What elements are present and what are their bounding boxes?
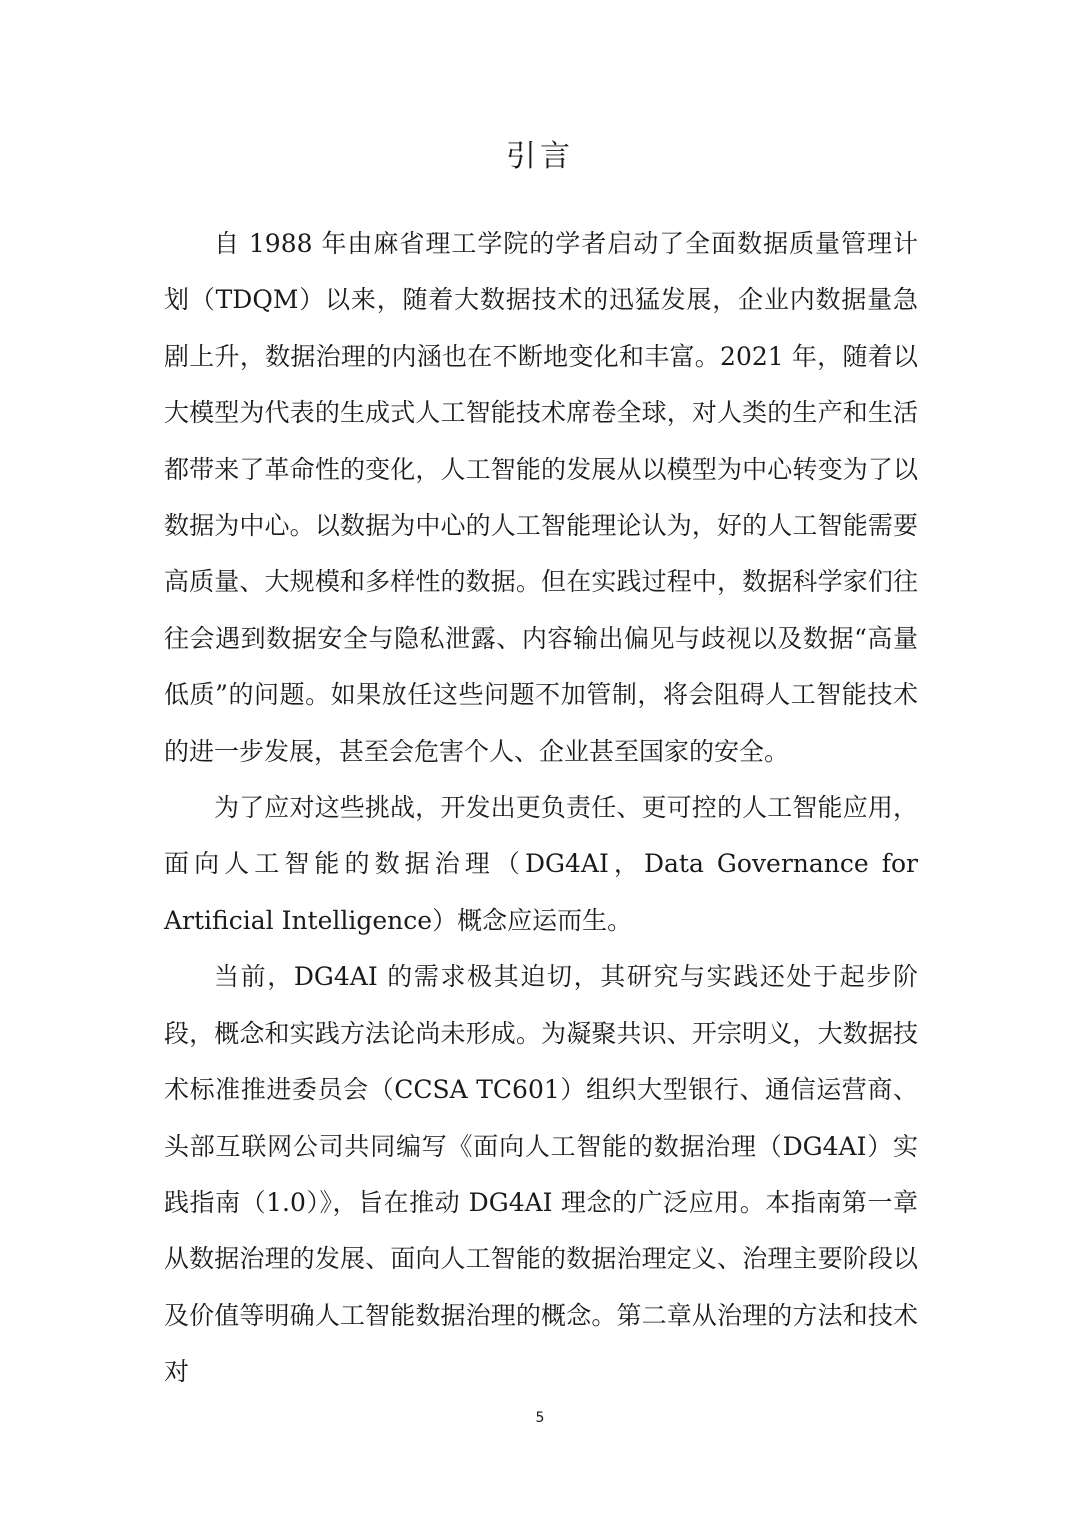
page-number: 5	[535, 1410, 545, 1426]
paragraph-3: 当前，DG4AI 的需求极其迫切，其研究与实践还处于起步阶段，概念和实践方法论尚未形成。为凝聚共识、开宗明义，大数据技术标准推进委员会（CCSA TC601）组织大型银行、通信运营商、头部互联网公司共同编写《面向人工智能的数据治理（DG4AI）实践指南（1.0）》，旨在推动 DG4AI 理念的广泛应用。本指南第一章从数据治理的发展、面向人工智能的数据治理定义、治理主要阶段以及价值等明确人工智能数据治理的概念。第二章从治理的方法和技术对	[164, 962, 918, 1387]
paragraph-1: 自 1988 年由麻省理工学院的学者启动了全面数据质量管理计划（TDQM）以来，随着大数据技术的迅猛发展，企业内数据量急剧上升，数据治理的内涵也在不断地变化和丰富。2021 年，随着以大模型为代表的生成式人工智能技术席卷全球，对人类的生产和生活都带来了革命性的变化，人工智能的发展从以模型为中心转变为了以数据为中心。以数据为中心的人工智能理论认为，好的人工智能需要高质量、大规模和多样性的数据。但在实践过程中，数据科学家们往往会遇到数据安全与隐私泄露、内容输出偏见与歧视以及数据“高量低质”的问题。如果放任这些问题不加管制，将会阻碍人工智能技术的进一步发展，甚至会危害个人、企业甚至国家的安全。	[164, 229, 918, 766]
paragraph-2: 为了应对这些挑战，开发出更负责任、更可控的人工智能应用，面向人工智能的数据治理（DG4AI，Data Governance for Artificial Intelligence）概念应运而生。	[164, 793, 918, 935]
body-text	[164, 216, 918, 1401]
section-title: 引言	[506, 139, 574, 174]
